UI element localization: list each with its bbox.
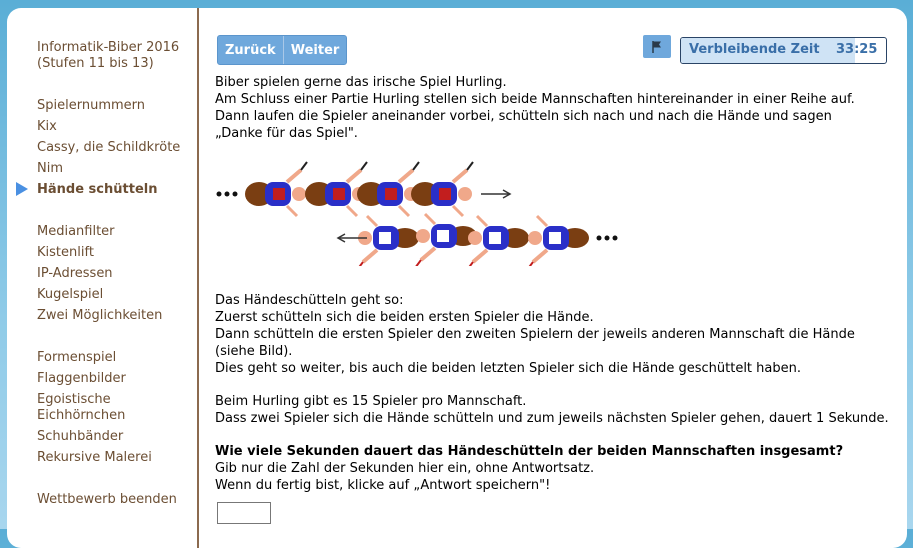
- intro-line: „Danke für das Spiel".: [215, 126, 358, 141]
- answer-input[interactable]: [217, 502, 271, 524]
- rules-line: Das Händeschütteln geht so:: [215, 293, 404, 308]
- facts-line: Beim Hurling gibt es 15 Spieler pro Mannschaft.: [215, 394, 527, 409]
- sidebar-item-schuhbaender[interactable]: Schuhbänder: [37, 429, 124, 444]
- main-card: [7, 8, 907, 548]
- flag-icon: [651, 40, 663, 54]
- sidebar-item-kistenlift[interactable]: Kistenlift: [37, 245, 94, 260]
- contest-title: Informatik-Biber 2016 (Stufen 11 bis 13): [37, 40, 180, 71]
- lower-team: [357, 214, 618, 266]
- sidebar-item-zwei-moeglichkeiten[interactable]: Zwei Möglichkeiten: [37, 308, 163, 323]
- sidebar-item-cassy[interactable]: Cassy, die Schildkröte: [37, 140, 181, 155]
- remaining-time-label: Verbleibende Zeit: [689, 42, 820, 57]
- flag-button[interactable]: [643, 35, 671, 58]
- sidebar-item-spielernummern[interactable]: Spielernummern: [37, 98, 145, 113]
- next-button[interactable]: Weiter: [284, 36, 347, 64]
- facts-line: Dass zwei Spieler sich die Hände schütteln und zum jeweils nächsten Spieler gehen, dauert 1 Sekunde.: [215, 411, 889, 426]
- sidebar-item-medianfilter[interactable]: Medianfilter: [37, 224, 115, 239]
- intro-line: Dann laufen die Spieler aneinander vorbei, schütteln sich nach und nach die Hände und sagen: [215, 109, 832, 124]
- sidebar-item-ip-adressen[interactable]: IP-Adressen: [37, 266, 113, 281]
- rules-line: Dann schütteln die ersten Spieler den zweiten Spielern der jeweils anderen Mannschaft die Hände (siehe Bild).: [215, 327, 855, 359]
- rules-line: Zuerst schütteln sich die beiden ersten Spieler die Hände.: [215, 310, 594, 325]
- sidebar-item-nim[interactable]: Nim: [37, 161, 63, 176]
- sidebar-item-rekursive-malerei[interactable]: Rekursive Malerei: [37, 450, 152, 465]
- back-button[interactable]: Zurück: [218, 36, 283, 64]
- navigation-buttons: [217, 35, 347, 65]
- intro-line: Am Schluss einer Partie Hurling stellen sich beide Mannschaften hintereinander in einer Reihe auf.: [215, 92, 855, 107]
- task-content: [215, 74, 895, 494]
- sidebar-item-haende-schuetteln[interactable]: Hände schütteln: [37, 182, 158, 197]
- remaining-time-value: 33:25: [836, 42, 878, 57]
- sidebar: [7, 8, 199, 548]
- intro-line: Biber spielen gerne das irische Spiel Hurling.: [215, 75, 507, 90]
- spacer: [215, 427, 895, 443]
- question: Wie viele Sekunden dauert das Händeschütteln der beiden Mannschaften insgesamt?: [215, 444, 844, 459]
- rules-line: Dies geht so weiter, bis auch die beiden letzten Spieler sich die Hände geschüttelt haben.: [215, 361, 801, 376]
- sidebar-item-egoistische-eichhoernchen[interactable]: Egoistische Eichhörnchen: [37, 392, 126, 423]
- instruction-line: Gib nur die Zahl der Sekunden hier ein, ohne Antwortsatz.: [215, 461, 595, 476]
- sidebar-item-kix[interactable]: Kix: [37, 119, 57, 134]
- remaining-time: [680, 37, 887, 64]
- handshake-illustration: [215, 156, 635, 266]
- end-contest-link[interactable]: Wettbewerb beenden: [37, 492, 177, 507]
- sidebar-item-kugelspiel[interactable]: Kugelspiel: [37, 287, 104, 302]
- sidebar-item-formenspiel[interactable]: Formenspiel: [37, 350, 117, 365]
- spacer: [215, 377, 895, 393]
- arrow-right-icon: [481, 190, 510, 198]
- current-task-arrow-icon: [16, 182, 28, 196]
- instruction-line: Wenn du fertig bist, klicke auf „Antwort speichern"!: [215, 478, 551, 493]
- upper-team: [217, 162, 474, 216]
- sidebar-item-flaggenbilder[interactable]: Flaggenbilder: [37, 371, 126, 386]
